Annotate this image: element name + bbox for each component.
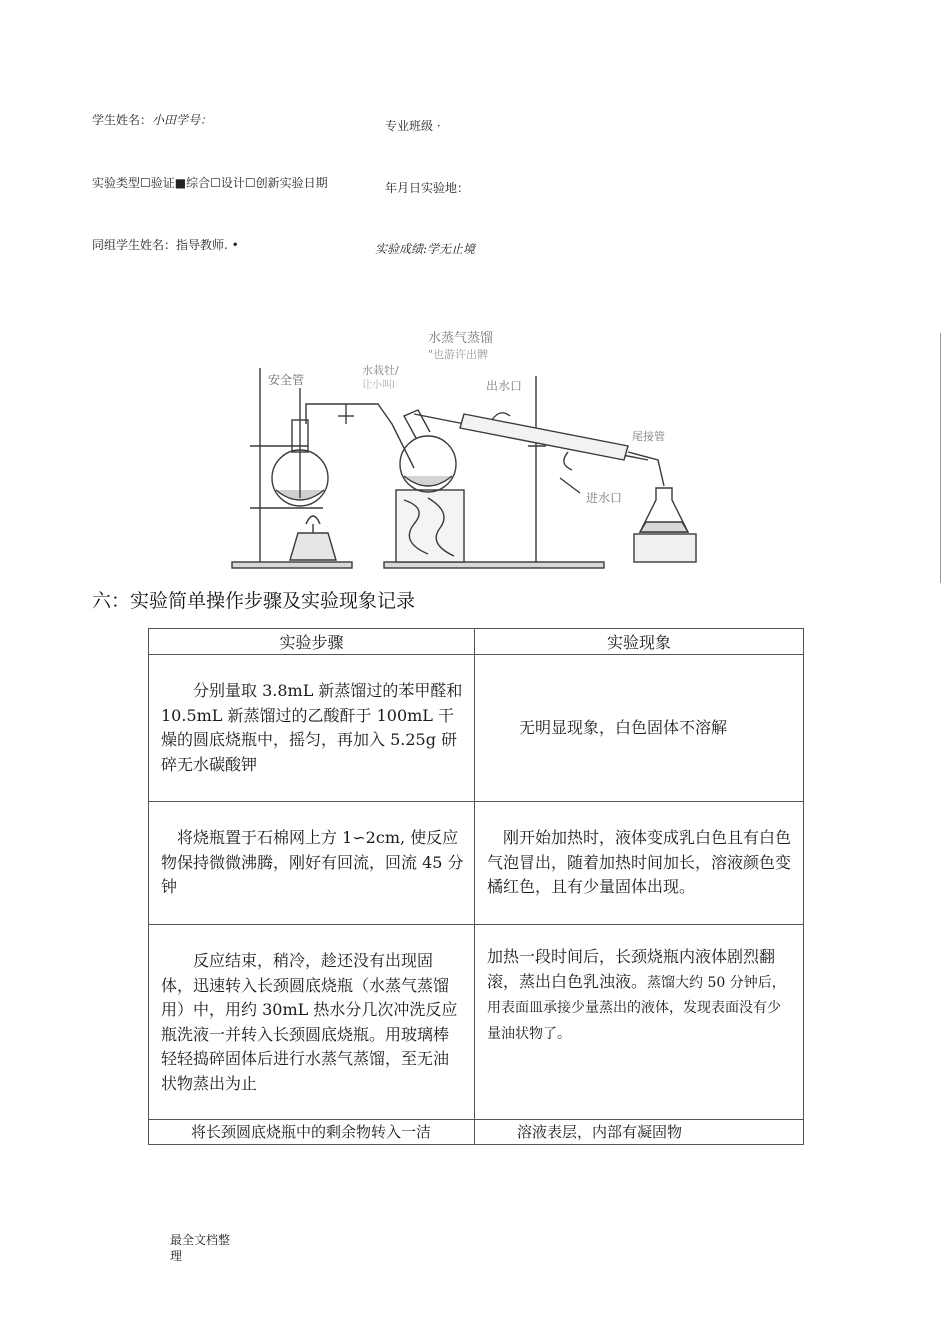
middle-base-plate [384,562,604,568]
table-row [149,1120,804,1145]
step-cell: 分别量取 3.8mL 新蒸馏过的苯甲醛和 10.5mL 新蒸馏过的乙酸酐于 100mL 干燥的圆底烧瓶中，摇匀，再加入 5.25g 研碎无水碳酸钾 [161,681,463,774]
margin-rule [940,333,941,583]
date-place-label: 年月日实验地： [385,181,470,195]
student-name-line [92,111,212,128]
inlet-pointer [560,478,580,493]
phenomenon-cell: 刚开始加热时，液体变成乳白色且有白色气泡冒出，随着加热时间加长，溶液颜色变橘红色，且有少量固体出现。 [487,828,792,897]
phenomenon-line-1: 加热一段时间后，长颈烧瓶内液体剧烈翻滚，蒸出白色乳浊液。 [487,947,776,991]
score-label: 实验成绩:学无止境 [375,242,476,256]
table-row [149,925,804,1120]
table-row [149,802,804,925]
step-cell: 反应结束，稍冷，趁还没有出现固体，迅速转入长颈圆底烧瓶（水蒸气蒸馏用）中，用约 30mL 热水分几次冲洗反应瓶洗液一并转入长颈圆底烧瓶。用玻璃棒轻轻捣碎固体后进行水蒸气蒸馏，至无油状物蒸出为止 [161,951,458,1093]
steps-table [148,628,804,1145]
step-cell: 将烧瓶置于石棉网上方 1∽2cm, 使反应物保持微微沸腾，刚好有回流，回流 45 分钟 [161,828,464,897]
label-water-inlet: 进水口 [586,491,623,505]
phenomenon-cell: 溶液表层，内部有凝固物 [517,1123,683,1141]
section-title: 六：实验简单操作步骤及实验现象记录 [92,590,416,612]
step-cell: 将长颈圆底烧瓶中的剩余物转入一洁 [191,1123,432,1141]
label-water-outlet: 出水口 [486,379,523,393]
diagram-title: 水蒸气蒸馏 [428,331,494,346]
group-teacher-line: 同组学生姓名：指导教师. • [92,238,239,252]
burner-flame [306,516,320,524]
receiver-liquid [640,522,688,532]
label-safety-tube: 安全管 [268,373,305,387]
footer-note: 最全文档整理 [170,1233,231,1263]
receiver-block [634,534,696,562]
student-name-value: 小田学号： [152,113,213,127]
distillation-liquid [404,476,452,486]
steam-distillation-diagram [228,328,704,574]
header-steps: 实验步骤 [149,629,475,655]
phenomenon-cell [475,945,803,1046]
label-adapter: 尾接管 [632,430,665,443]
header-phenomenon: 实验现象 [475,629,804,655]
left-base-plate [232,562,352,568]
water-inlet-hose [564,452,572,470]
label-water-trap-2: 让小叫l [362,380,395,391]
major-class-label: 专业班级 · [385,119,441,133]
steam-tube [306,404,414,468]
label-water-trap: 水栽牡/ [362,364,399,377]
table-row [149,655,804,802]
alcohol-burner [290,533,336,560]
table-header-row [149,629,804,655]
student-name-label: 学生姓名： [92,113,153,127]
condenser-jacket [460,414,628,460]
water-outlet-hose [492,413,510,420]
phenomenon-cell: 无明显现象，白色固体不溶解 [519,717,728,737]
experiment-type-line: 实验类型☐验证■综合☐设计☐创新实验日期 [92,176,328,190]
phenomenon-line-2: 蒸馏大约 50 分钟后，用表面皿承接少量蒸出的液体，发现表面没有少量油状物了。 [487,974,786,1042]
diagram-subtitle: "也游许出髀 [428,348,489,361]
